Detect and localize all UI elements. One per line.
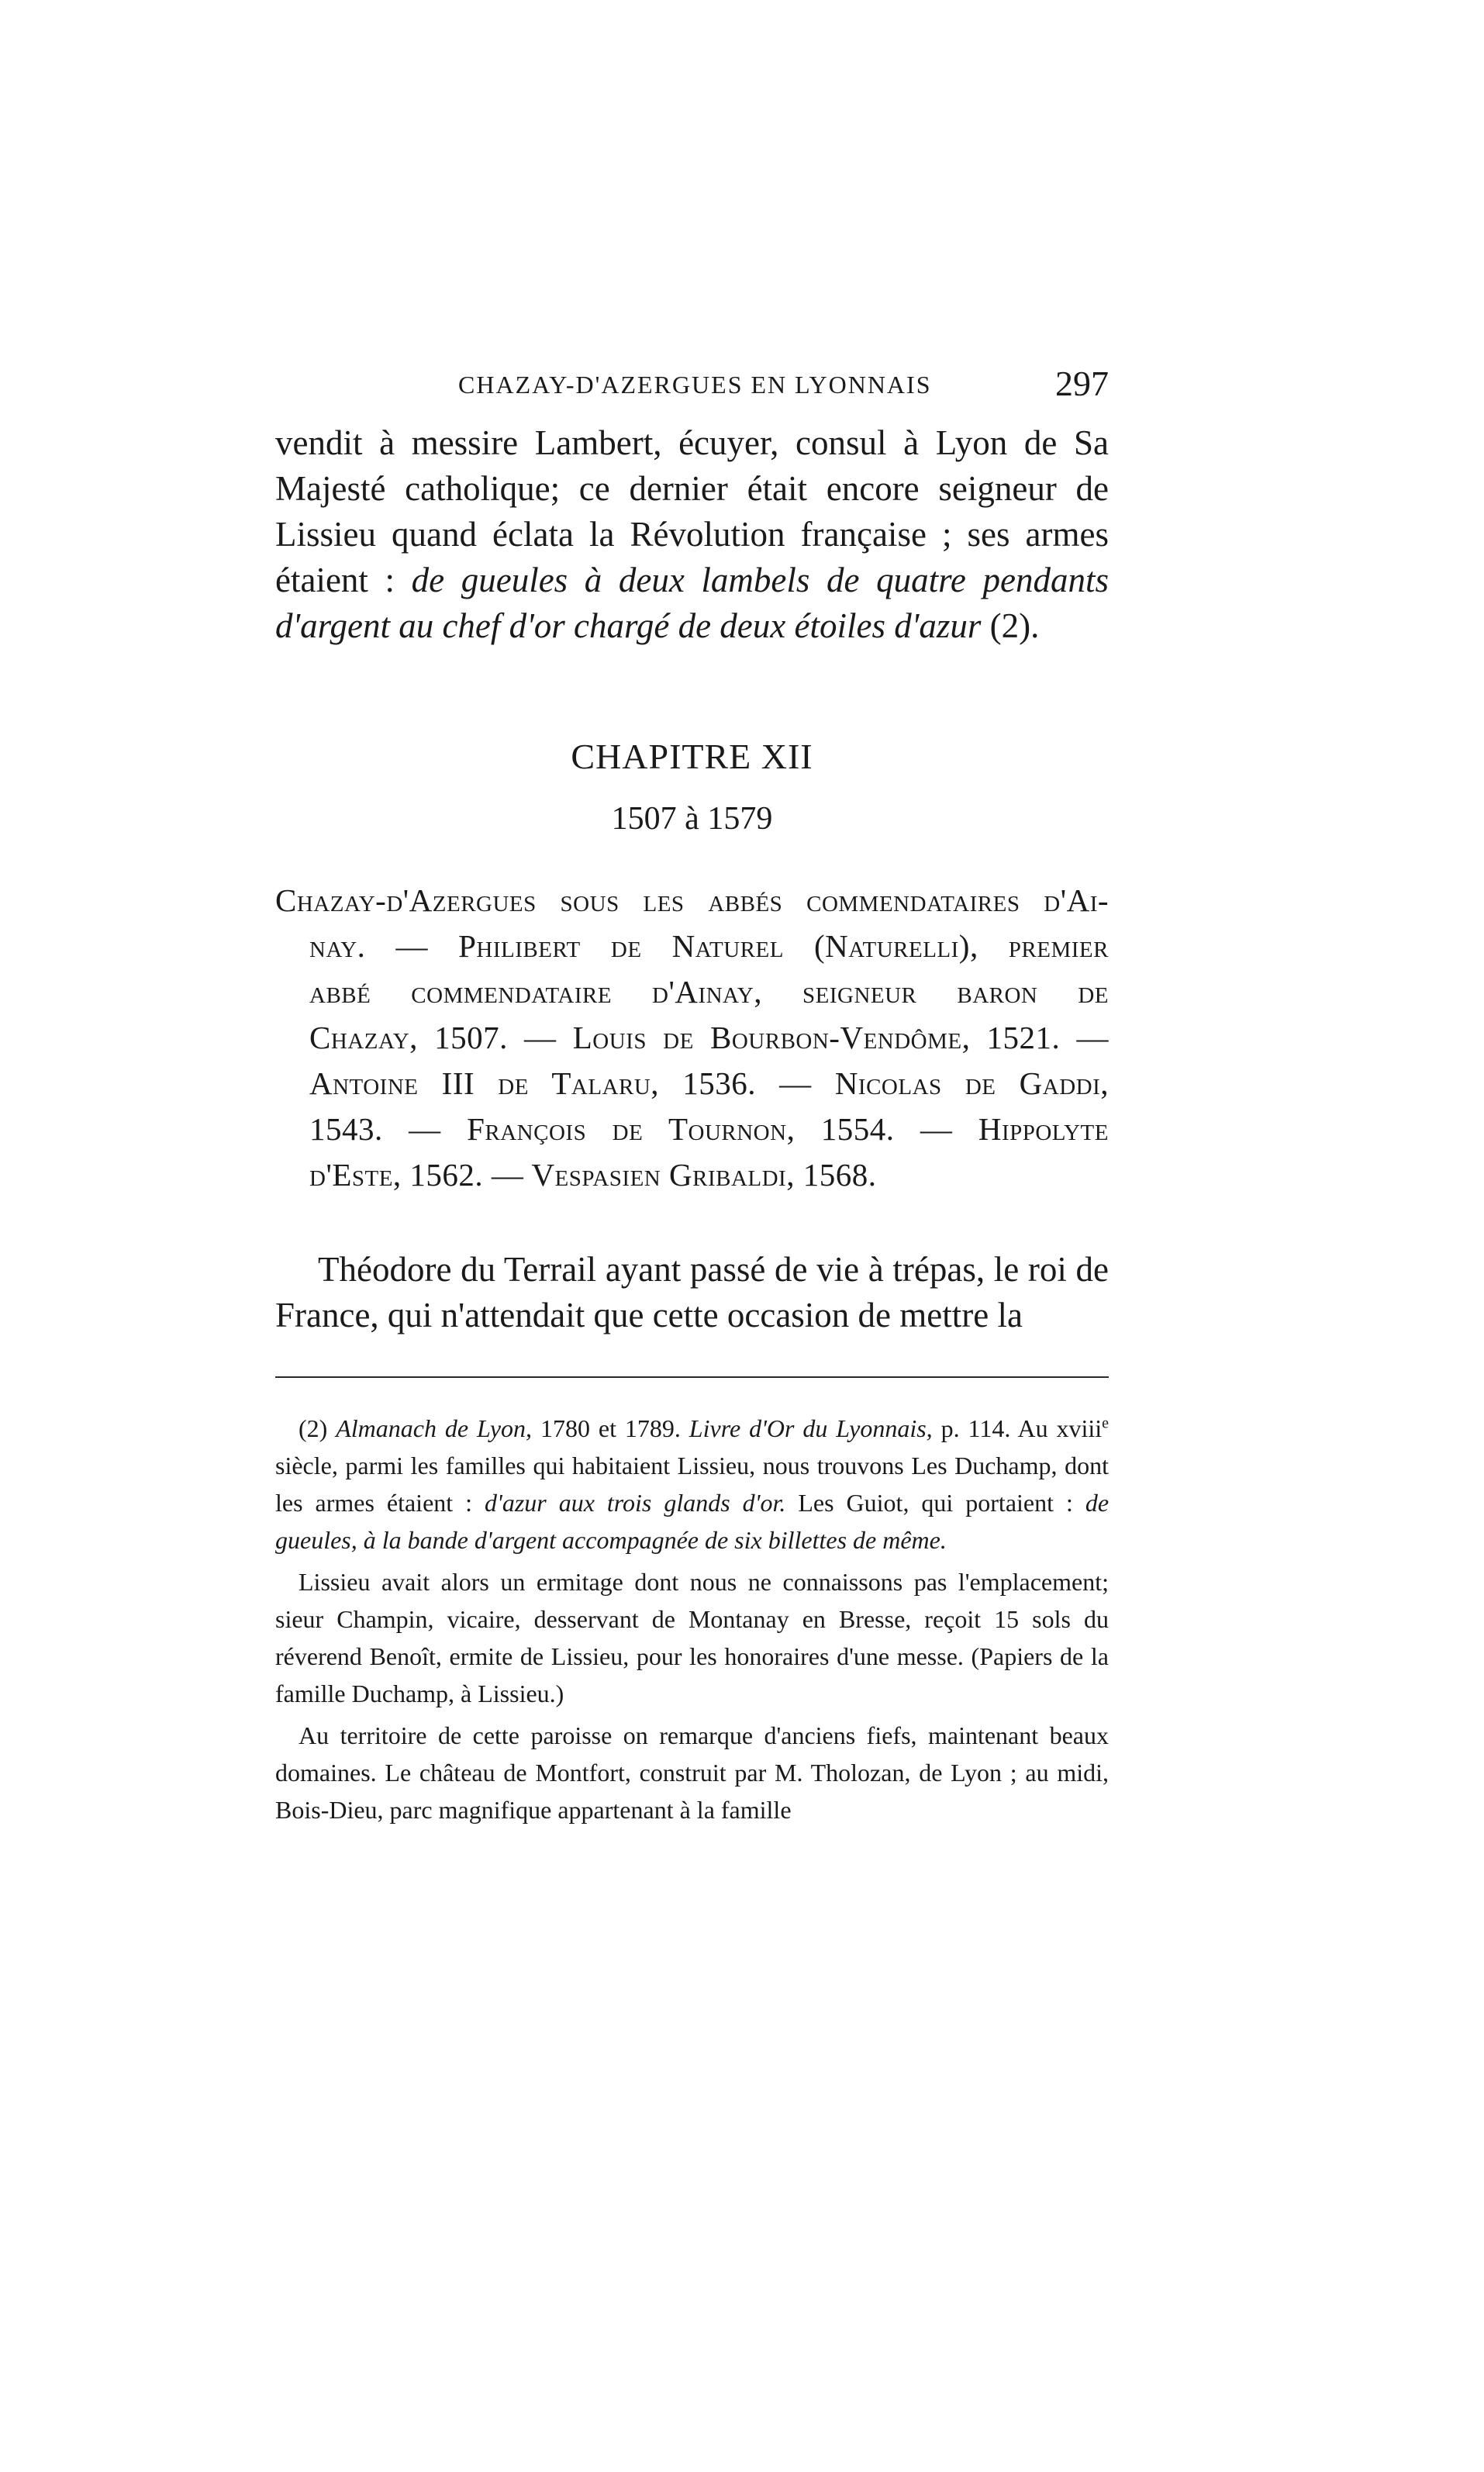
running-head-title: CHAZAY-D'AZERGUES EN LYONNAIS <box>458 371 932 399</box>
top-paragraph-italic: de gueules à deux lambels de quatre pendants d'argent au chef d'or chargé de deux étoiles d'azur <box>275 561 1109 645</box>
footnotes <box>275 1410 1109 1833</box>
footnote-text: p. 114. Au xviii <box>932 1414 1103 1442</box>
summary-line: abbé commendataire d'Ainay, seigneur baron de <box>309 974 1109 1010</box>
summary-line: d'Este, 1562. — Vespasien Gribaldi, 1568. <box>309 1157 877 1193</box>
top-paragraph-note-ref: (2). <box>981 606 1040 645</box>
footnote-source-title: Almanach de Lyon, <box>336 1414 533 1442</box>
page-number: 297 <box>1055 364 1109 403</box>
summary-line: Chazay, 1507. — Louis de Bourbon-Vendôme, 1521. — <box>309 1020 1109 1055</box>
footnote-superscript: e <box>1102 1414 1110 1432</box>
chapter-heading <box>275 734 1109 841</box>
chapter-dates: 1507 à 1579 <box>611 801 773 837</box>
main-paragraph <box>275 1247 1109 1338</box>
footnote-arms-description: de gueules, à la bande d'argent accompagnée de six billettes de même. <box>275 1489 1110 1554</box>
footnote-source-title: Livre d'Or du Lyonnais, <box>689 1414 933 1442</box>
summary-line: 1543. — François de Tournon, 1554. — Hippolyte <box>309 1111 1109 1147</box>
footnote-text: siècle, parmi les familles qui habitaient Lissieu, nous trouvons Les Duchamp, dont les armes étaient : <box>275 1452 1109 1517</box>
top-paragraph-text <box>275 420 1109 649</box>
summary-line: Chazay-d'Azergues sous les abbés commendataires d'Ai- <box>275 882 1109 918</box>
summary-line: nay. — Philibert de Naturel (Naturelli), premier <box>309 928 1109 964</box>
summary-line: Antoine III de Talaru, 1536. — Nicolas de Gaddi, <box>309 1065 1109 1101</box>
footnote-divider <box>275 1376 1109 1378</box>
main-paragraph-text: Théodore du Terrail ayant passé de vie à trépas, le roi de France, qui n'attendait que cette occasion de mettre la <box>275 1250 1109 1334</box>
footnote-arms-description: d'azur aux trois glands d'or. <box>485 1489 786 1517</box>
footnote-paragraph: Lissieu avait alors un ermitage dont nous ne connaissons pas l'emplacement; sieur Champin, vicaire, desservant de Montanay en Bresse, reçoit 15 sols du réverend Benoît, ermite de Lissieu, pour les honoraires d'une messe. (Papiers de la famille Duchamp, à Lissieu.) <box>275 1568 1109 1707</box>
chapter-summary <box>275 878 1109 1198</box>
top-paragraph-plain: vendit à messire Lambert, écuyer, consul à Lyon de Sa Majesté catholique; ce dernier était encore seigneur de Lissieu quand éclata la Révolution française ; ses armes étaient : <box>275 423 1109 599</box>
running-head <box>275 363 1109 417</box>
footnote-text: Les Guiot, qui portaient : <box>785 1489 1085 1517</box>
footnote-2 <box>275 1410 1109 1559</box>
footnote-text: 1780 et 1789. <box>532 1414 689 1442</box>
footnote-paragraph: Au territoire de cette paroisse on remarque d'anciens fiefs, maintenant beaux domaines. Le château de Montfort, construit par M. Tholozan, de Lyon ; au midi, Bois-Dieu, parc magnifique appartenant à la famille <box>275 1721 1109 1824</box>
top-paragraph <box>275 420 1109 649</box>
footnote-marker: (2) <box>299 1414 336 1442</box>
chapter-title: CHAPITRE XII <box>571 737 813 776</box>
